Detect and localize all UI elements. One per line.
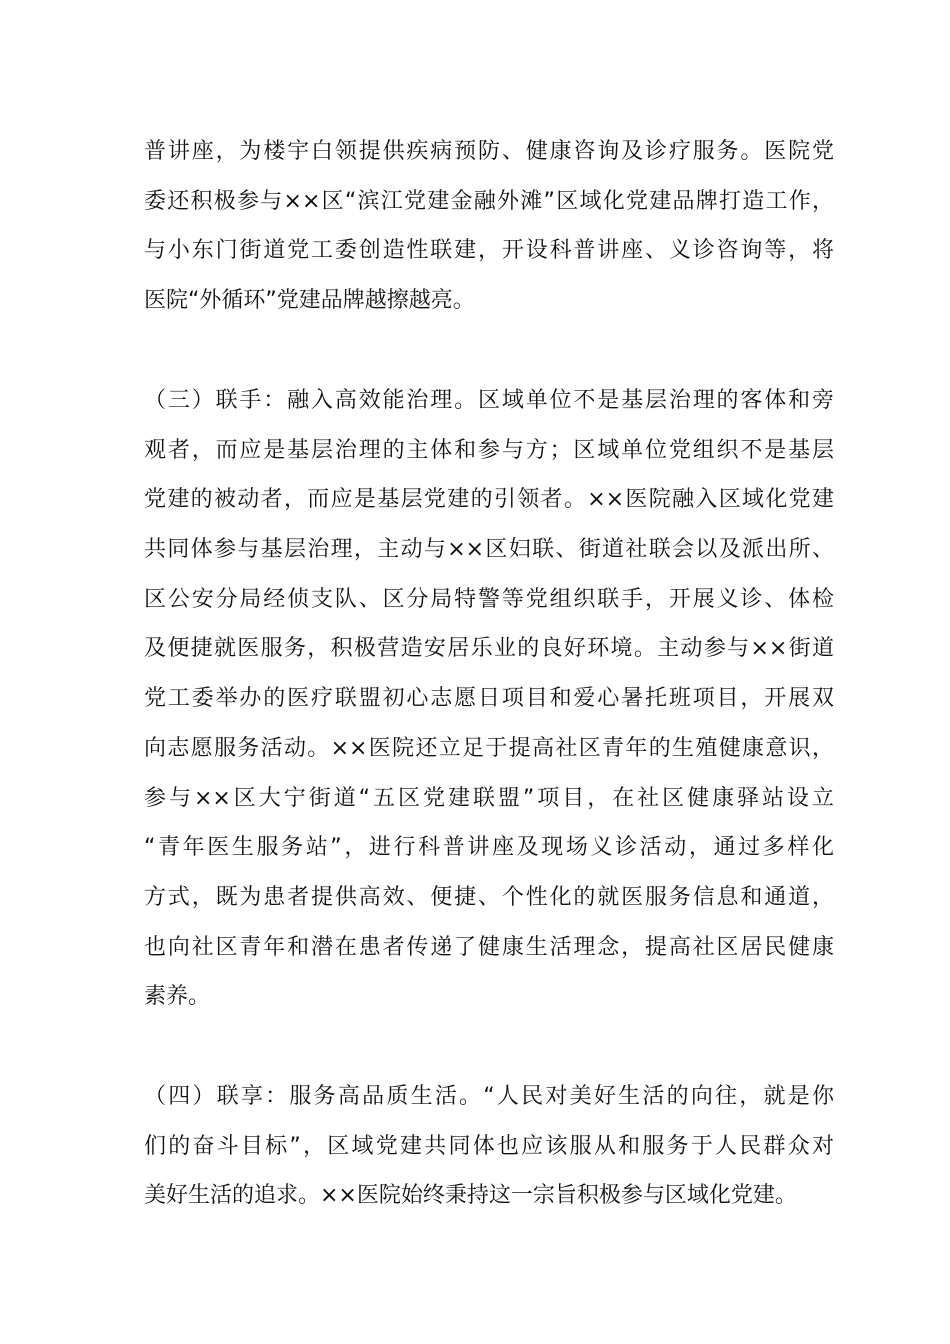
paragraph-line: （四）联享：服务高品质生活。“人民对美好生活的向往，就是你 <box>144 1084 834 1109</box>
paragraph-line: 方式，既为患者提供高效、便捷、个性化的就医服务信息和通道， <box>144 884 834 910</box>
paragraph-line: 普讲座，为楼宇白领提供疾病预防、健康咨询及诊疗服务。医院党 <box>144 139 834 164</box>
paragraph-line: 美好生活的追求。××医院始终秉持这一宗旨积极参与区域化党建。 <box>144 1183 797 1209</box>
paragraph-line: “青年医生服务站”，进行科普讲座及现场义诊活动，通过多样化 <box>144 835 834 861</box>
paragraph-3 <box>144 1072 834 1221</box>
paragraph-2 <box>144 376 834 1022</box>
paragraph-line: （三）联手：融入高效能治理。区域单位不是基层治理的客体和旁 <box>144 388 834 413</box>
paragraph-line: 们的奋斗目标”，区域党建共同体也应该服从和服务于人民群众对 <box>144 1133 834 1159</box>
paragraph-line: 医院“外循环”党建品牌越擦越亮。 <box>144 288 475 314</box>
paragraph-line: 共同体参与基层治理，主动与××区妇联、街道社联会以及派出所、 <box>144 537 834 563</box>
paragraph-line: 及便捷就医服务，积极营造安居乐业的良好环境。主动参与××街道 <box>144 636 834 662</box>
paragraph-line: 素养。 <box>144 984 211 1010</box>
paragraph-line: 参与××区大宁街道“五区党建联盟”项目，在社区健康驿站设立 <box>144 785 834 811</box>
paragraph-line: 与小东门街道党工委创造性联建，开设科普讲座、义诊咨询等，将 <box>144 238 834 264</box>
paragraph-line: 也向社区青年和潜在患者传递了健康生活理念，提高社区居民健康 <box>144 934 834 960</box>
paragraph-line: 向志愿服务活动。××医院还立足于提高社区青年的生殖健康意识， <box>144 735 834 761</box>
paragraph-line: 党建的被动者，而应是基层党建的引领者。××医院融入区域化党建 <box>144 487 834 513</box>
paragraph-line: 委还积极参与××区“滨江党建金融外滩”区域化党建品牌打造工作， <box>144 188 834 214</box>
paragraph-line: 区公安分局经侦支队、区分局特警等党组织联手，开展义诊、体检 <box>144 586 834 612</box>
paragraph-line: 党工委举办的医疗联盟初心志愿日项目和爱心暑托班项目，开展双 <box>144 686 834 712</box>
paragraph-1 <box>144 127 834 326</box>
paragraph-line: 观者，而应是基层治理的主体和参与方；区域单位党组织不是基层 <box>144 437 834 463</box>
